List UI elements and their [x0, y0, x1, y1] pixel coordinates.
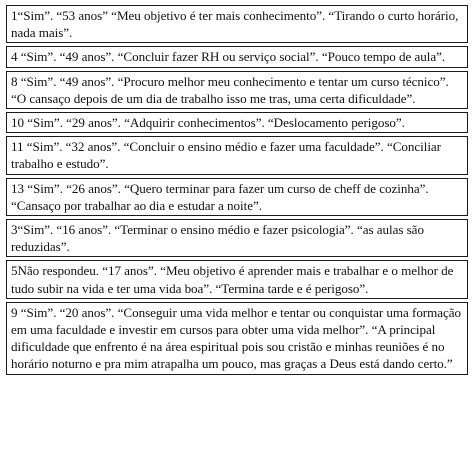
response-text: 8 “Sim”. “49 anos”. “Procuro melhor meu conhecimento e tentar um curso técnico”. “O cansaço depois de um dia de trabalho isso me tras, uma certa dificuldade”. [11, 73, 449, 106]
response-text: 9 “Sim”. “20 anos”. “Conseguir uma vida melhor e tentar ou conquistar uma formação em uma faculdade e investir em cursos para obter uma vida melhor”. “A principal dificuldade que enfrento é na área espiritual pois sou cristão e minhas reuniões é no horário noturno e pra mim atrapalha um pouco, mas graças a Deus está dando certo.” [11, 304, 462, 372]
response-entry-3 [6, 219, 468, 257]
response-entry-1 [6, 5, 468, 43]
response-entry-11 [6, 136, 468, 174]
response-entry-13 [6, 178, 468, 216]
response-entry-10 [6, 112, 468, 133]
response-text: 1“Sim”. “53 anos” “Meu objetivo é ter mais conhecimento”. “Tirando o curto horário, nada mais”. [11, 8, 459, 41]
response-text: 13 “Sim”. “26 anos”. “Quero terminar para fazer um curso de cheff de cozinha”. “Cansaço por trabalhar ao dia e estudar a noite”. [11, 180, 429, 213]
response-text: 10 “Sim”. “29 anos”. “Adquirir conhecimentos”. “Deslocamento perigoso”. [11, 115, 405, 131]
response-entry-8 [6, 71, 468, 109]
responses-document [6, 5, 468, 375]
response-entry-9 [6, 302, 468, 375]
response-entry-5 [6, 260, 468, 298]
response-text: 3“Sim”. “16 anos”. “Terminar o ensino médio e fazer psicologia”. “as aulas são reduzidas”. [11, 222, 424, 255]
response-text: 11 “Sim”. “32 anos”. “Concluir o ensino médio e fazer uma faculdade”. “Conciliar trabalho e estudo”. [11, 139, 441, 172]
response-entry-4 [6, 46, 468, 67]
response-text: 5Não respondeu. “17 anos”. “Meu objetivo é aprender mais e trabalhar e o melhor de tudo subir na vida e ter uma vida boa”. “Termina tarde e é perigoso”. [11, 263, 454, 296]
response-text: 4 “Sim”. “49 anos”. “Concluir fazer RH ou serviço social”. “Pouco tempo de aula”. [11, 49, 446, 65]
